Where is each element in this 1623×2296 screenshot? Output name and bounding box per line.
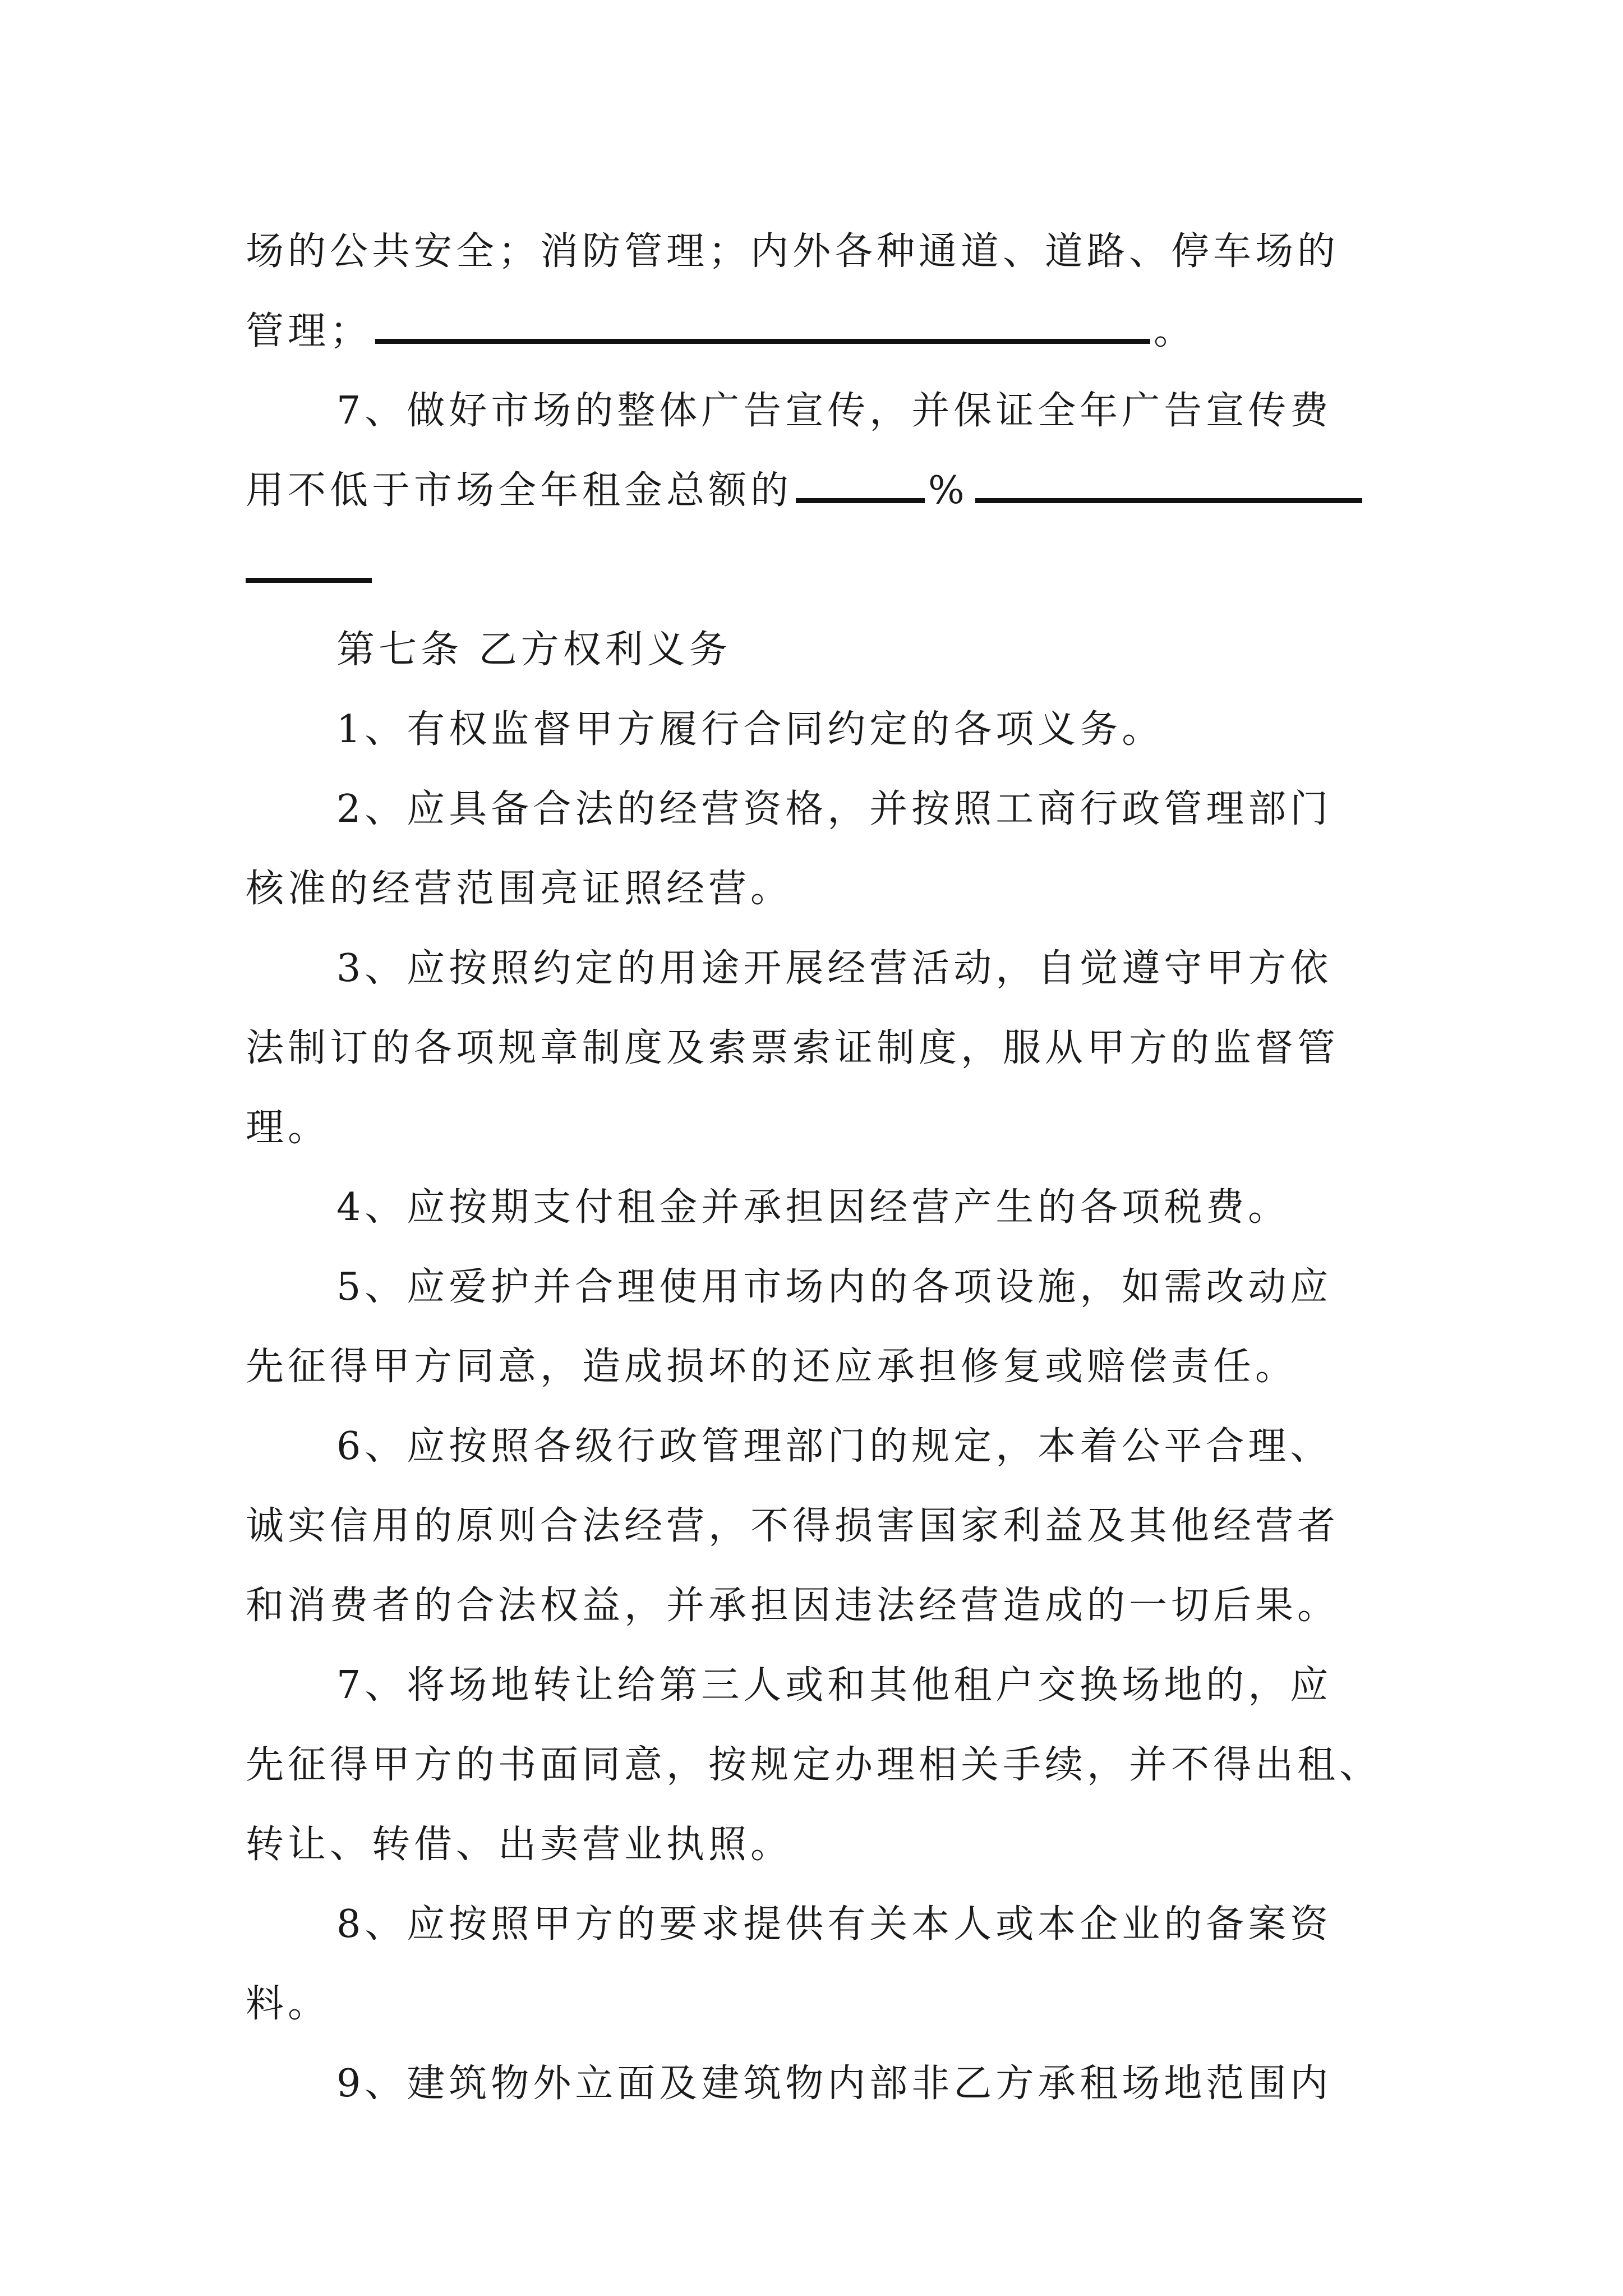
paragraph-line [246, 1566, 1378, 1646]
line-text: 6、应按照各级行政管理部门的规定，本着公平合理、 [336, 1424, 1332, 1469]
line-text: 管理； [246, 309, 372, 353]
paragraph-line [246, 1964, 1378, 2044]
paragraph-line [246, 212, 1378, 292]
paragraph-line [246, 1407, 1378, 1487]
line-text: 理。 [246, 1106, 330, 1150]
paragraph-line [246, 2044, 1378, 2124]
paragraph-line [246, 1487, 1378, 1566]
paragraph-line [246, 1248, 1378, 1327]
fill-in-blank [246, 533, 372, 583]
paragraph-line [246, 292, 1378, 371]
line-text: 先征得甲方的书面同意，按规定办理相关手续，并不得出租、 [246, 1743, 1382, 1787]
line-text: 料。 [246, 1982, 330, 2026]
paragraph-line [246, 1726, 1382, 1805]
line-text: 诚实信用的原则合法经营，不得损害国家利益及其他经营者 [246, 1504, 1340, 1548]
paragraph-line [246, 770, 1378, 849]
line-text: 4、应按期支付租金并承担因经营产生的各项税费。 [336, 1185, 1290, 1230]
line-text: 8、应按照甲方的要求提供有关本人或本企业的备案资 [336, 1902, 1332, 1947]
paragraph-line [246, 849, 1378, 929]
paragraph-line [246, 371, 1378, 451]
line-text: 和消费者的合法权益，并承担因违法经营造成的一切后果。 [246, 1584, 1340, 1628]
paragraph-line [246, 1009, 1378, 1088]
paragraph-line [246, 1088, 1378, 1168]
paragraph-line [246, 929, 1378, 1009]
paragraph-line [246, 451, 1378, 531]
line-text: 核准的经营范围亮证照经营。 [246, 867, 793, 911]
line-text: 2、应具备合法的经营资格，并按照工商行政管理部门 [336, 787, 1332, 831]
line-text: 法制订的各项规章制度及索票索证制度，服从甲方的监督管 [246, 1026, 1340, 1070]
line-text: 5、应爱护并合理使用市场内的各项设施，如需改动应 [336, 1265, 1332, 1309]
paragraph-line [246, 1168, 1378, 1248]
section-heading [246, 610, 1378, 690]
line-text: 9、建筑物外立面及建筑物内部非乙方承租场地范围内 [336, 2062, 1332, 2106]
line-text: 转让、转借、出卖营业执照。 [246, 1823, 793, 1867]
line-text: 先征得甲方同意，造成损坏的还应承担修复或赔偿责任。 [246, 1345, 1298, 1389]
line-text: 7、做好市场的整体广告宣传，并保证全年广告宣传费 [336, 389, 1332, 433]
percent-sign: % [928, 468, 969, 513]
fill-in-blank [975, 453, 1362, 503]
line-text: 1、有权监督甲方履行合同约定的各项义务。 [336, 707, 1164, 752]
paragraph-line [246, 1805, 1378, 1885]
paragraph-line [246, 531, 1378, 610]
percentage-blank [796, 453, 925, 503]
paragraph-line [246, 690, 1378, 770]
line-text: 。 [1154, 309, 1196, 353]
section-heading-text: 第七条 乙方权利义务 [336, 628, 731, 672]
line-text: 3、应按照约定的用途开展经营活动，自觉遵守甲方依 [336, 946, 1332, 991]
line-text: 场的公共安全；消防管理；内外各种通道、道路、停车场的 [246, 229, 1340, 274]
fill-in-blank [375, 294, 1150, 344]
paragraph-line [246, 1885, 1378, 1964]
line-text: 7、将场地转让给第三人或和其他租户交换场地的，应 [336, 1663, 1332, 1708]
paragraph-line [246, 1646, 1378, 1726]
document-body [246, 212, 1382, 2124]
line-text: 用不低于市场全年租金总额的 [246, 468, 793, 513]
paragraph-line [246, 1327, 1378, 1407]
